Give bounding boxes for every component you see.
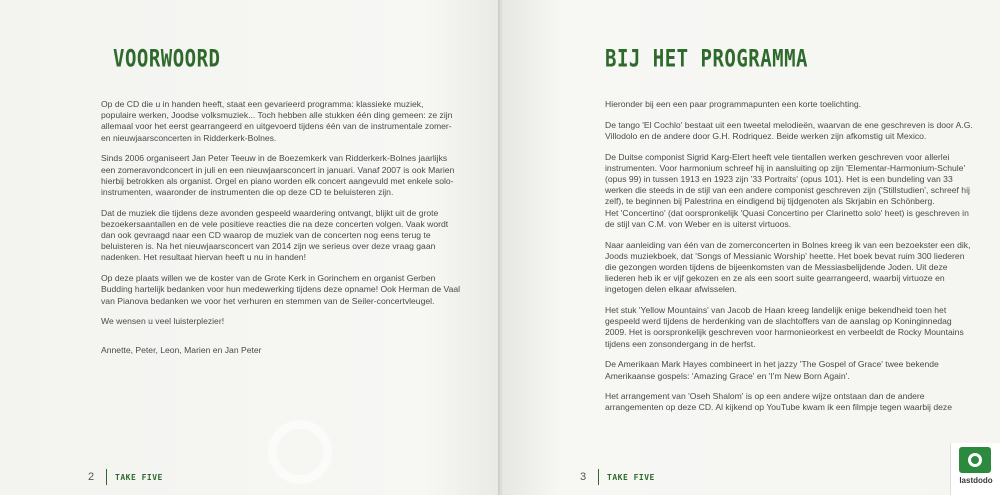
- lastdodo-watermark: [950, 443, 1000, 495]
- right-page-body: [605, 99, 975, 423]
- paragraph: De Duitse componist Sigrid Karg-Elert heeft vele tientallen werken geschreven voor allerlei instrumenten. Voor harmonium schreef hij in aansluiting op zijn 'Elementar-Harmonium-Schule' (opus 99) in tussen 1913 en 1923 zijn '33 Portraits' (opus 101). Het is een bundeling van 33 werken die steeds in de stijl van een andere componist geschreven zijn ('Stillstudien', schreef hij zelf), te beginnen bij Palestrina en eindigend bij tijdgenoten als Skrjabin en Schönberg.: [605, 151, 970, 207]
- page-number: 3: [580, 471, 587, 483]
- paragraph: Op deze plaats willen we de koster van de Grote Kerk in Gorinchem en organist Gerben Budding hartelijk bedanken voor hun medewerking tijdens deze opname! Ook Herman de Vaal van Pianova bedanken we voor het verhuren en stemmen van de Seiler-concertvleugel.: [101, 273, 461, 306]
- footer-brand: TAKE FIVE: [607, 472, 655, 482]
- left-page-footer: [88, 467, 163, 487]
- watermark-text: lastdodo: [959, 476, 993, 485]
- page-number: 2: [88, 471, 95, 483]
- paragraph: We wensen u veel luisterplezier!: [101, 316, 225, 327]
- page-title-voorwoord: VOORWOORD: [113, 45, 221, 73]
- paragraph: Naar aanleiding van één van de zomerconcerten in Bolnes kreeg ik van een bezoekster een dik, Joods muziekboek, dat 'Songs of Messianic Worship' heette. Het boek bevat ruim 300 liederen die gezongen worden tijdens de bijeenkomsten van de Messiasbelijdende Joden. Uit deze liederen heb ik er vijf gekozen en ze als een soort suite gearrangeerd, waarbij virtuoze en ingetogen delen elkaar afwisselen.: [605, 239, 971, 295]
- paragraph: Het stuk 'Yellow Mountains' van Jacob de Haan kreeg landelijk enige bekendheid toen het gespeeld werd tijdens de herdenking van de slachtoffers van de aanslag op Koninginnedag 2009. Het is oorspronkelijk geschreven voor harmonieorkest en verbeeldt de Rocky Mountains tijdens een zonsondergang in de herfst.: [605, 305, 964, 349]
- paragraph: Dat de muziek die tijdens deze avonden gespeeld waardering ontvangt, blijkt uit de grote bezoekersaantallen en de vele positieve reacties die na deze concerten volgen. Vaak wordt dan ook gevraagd naar een CD waarop de muziek van de concerten nog eens terug te beluisteren is. Na het nieuwjaarsconcert van 2014 zijn we serieus over deze vraag gaan nadenken. Het resultaat hiervan heeft u nu in handen!: [101, 207, 449, 263]
- decorative-ring-icon: [268, 420, 332, 484]
- paragraph: Het arrangement van 'Oseh Shalom' is op een andere wijze ontstaan dan de andere arrangementen op deze CD. Al kijkend op YouTube kwam ik een filmpje tegen waarbij deze: [605, 391, 952, 413]
- footer-divider: [106, 469, 107, 485]
- signature: Annette, Peter, Leon, Marien en Jan Peter: [101, 345, 262, 356]
- paragraph: De tango 'El Cochlo' bestaat uit een tweetal melodieën, waarvan de ene geschreven is door A.G. Villodolo en de andere door G.H. Rodriquez. Beide werken zijn afkomstig uit Mexico.: [605, 119, 973, 141]
- paragraph: Sinds 2006 organiseert Jan Peter Teeuw in de Boezemkerk van Ridderkerk-Bolnes jaarlijks een zomeravondconcert in juli en een nieuwjaarsconcert in januari. Vanaf 2007 is ook Marien hierbij betrokken als organist. Orgel en piano worden elk concert aangevuld met enkele solo-instrumenten, waaronder de instrumenten die op deze CD te beluisteren zijn.: [101, 153, 455, 197]
- left-page-body: [101, 99, 461, 366]
- footer-brand: TAKE FIVE: [115, 472, 163, 482]
- right-page: [502, 0, 1000, 495]
- right-page-footer: [580, 467, 655, 487]
- footer-divider: [598, 469, 599, 485]
- lastdodo-logo-icon: [959, 447, 991, 473]
- paragraph: Op de CD die u in handen heeft, staat een gevarieerd programma: klassieke muziek, populaire werken, Joodse volksmuziek... Toch hebben alle stukken één ding gemeen: ze zijn allemaal voor het eerst gearrangeerd en uitgevoerd tijdens één van de instrumentale zomer- en nieuwjaarsconcerten in Ridderkerk-Bolnes.: [101, 99, 453, 143]
- page-title-programma: BIJ HET PROGRAMMA: [605, 45, 808, 73]
- paragraph: Het 'Concertino' (dat oorspronkelijk 'Quasi Concertino per Clarinetto solo' heet) is geschreven in de stijl van C.M. von Weber en is uiterst virtuoos.: [605, 207, 969, 229]
- paragraph: Hieronder bij een een paar programmapunten een korte toelichting.: [605, 99, 862, 109]
- paragraph: De Amerikaan Mark Hayes combineert in het jazzy 'The Gospel of Grace' twee bekende Amerikaanse gospels: 'Amazing Grace' en 'I'm New Born Again'.: [605, 359, 939, 381]
